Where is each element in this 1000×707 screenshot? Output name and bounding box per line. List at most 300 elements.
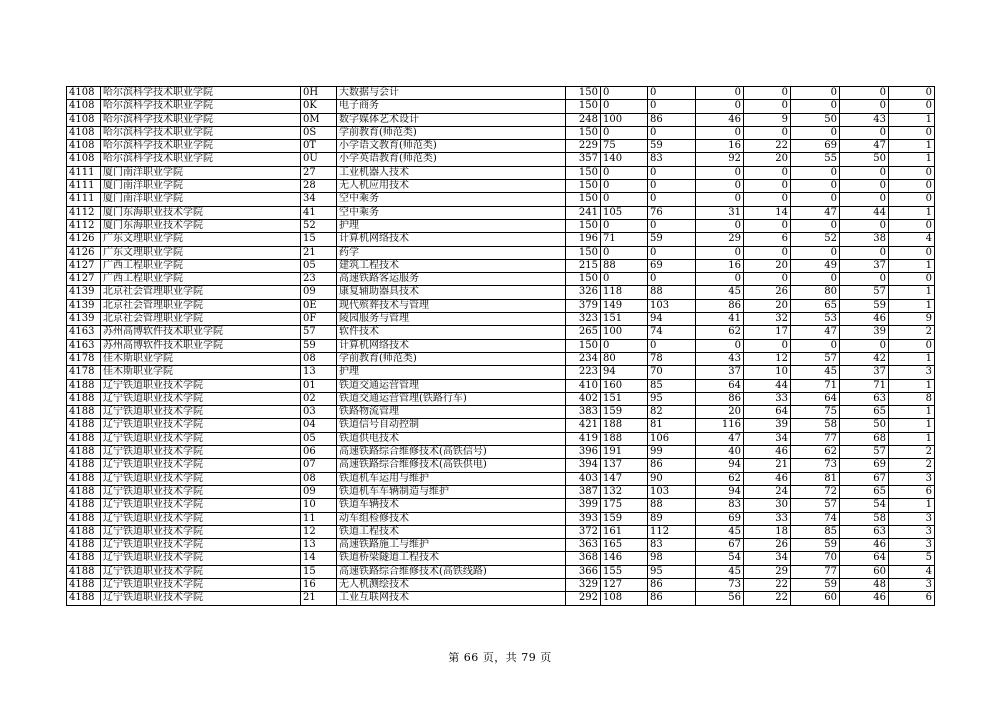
table-row xyxy=(67,379,935,392)
college-code-cell: 4108 xyxy=(67,100,101,113)
college-code-cell: 4188 xyxy=(67,565,101,578)
value-cell-4: 6 xyxy=(744,233,791,246)
value-cell-3: 94 xyxy=(696,485,744,498)
college-name-cell: 广东文理职业学院 xyxy=(101,233,301,246)
college-name-cell: 辽宁铁道职业技术学院 xyxy=(101,485,301,498)
plan-cell: 419 xyxy=(566,432,601,445)
college-code-cell: 4139 xyxy=(67,299,101,312)
value-cell-5: 0 xyxy=(791,273,840,286)
major-code-cell: 15 xyxy=(301,233,337,246)
value-cell-5: 0 xyxy=(791,193,840,206)
value-cell-7: 5 xyxy=(889,552,935,565)
value-cell-6: 65 xyxy=(840,485,889,498)
value-cell-6: 63 xyxy=(840,392,889,405)
value-cell-7: 1 xyxy=(889,419,935,432)
table-row xyxy=(67,246,935,259)
college-name-cell: 广东文理职业学院 xyxy=(101,246,301,259)
plan-cell: 387 xyxy=(566,485,601,498)
table-row xyxy=(67,313,935,326)
college-name-cell: 辽宁铁道职业技术学院 xyxy=(101,512,301,525)
value-cell-3: 0 xyxy=(696,166,744,179)
table-row xyxy=(67,326,935,339)
value-cell-1: 151 xyxy=(601,313,648,326)
college-name-cell: 哈尔滨科学技术职业学院 xyxy=(101,153,301,166)
value-cell-4: 30 xyxy=(744,499,791,512)
value-cell-3: 67 xyxy=(696,539,744,552)
college-code-cell: 4188 xyxy=(67,592,101,605)
major-name-cell: 高速铁路综合维修技术(高铁信号) xyxy=(337,446,566,459)
table-row xyxy=(67,273,935,286)
value-cell-6: 37 xyxy=(840,259,889,272)
college-code-cell: 4139 xyxy=(67,286,101,299)
major-name-cell: 康复辅助器具技术 xyxy=(337,286,566,299)
major-code-cell: 0M xyxy=(301,113,337,126)
value-cell-1: 155 xyxy=(601,565,648,578)
value-cell-2: 99 xyxy=(648,446,696,459)
major-code-cell: 0F xyxy=(301,313,337,326)
value-cell-2: 74 xyxy=(648,326,696,339)
value-cell-1: 147 xyxy=(601,472,648,485)
major-name-cell: 现代殡葬技术与管理 xyxy=(337,299,566,312)
value-cell-6: 68 xyxy=(840,432,889,445)
value-cell-3: 45 xyxy=(696,525,744,538)
plan-cell: 368 xyxy=(566,552,601,565)
college-name-cell: 哈尔滨科学技术职业学院 xyxy=(101,100,301,113)
major-name-cell: 护理 xyxy=(337,219,566,232)
value-cell-7: 0 xyxy=(889,180,935,193)
value-cell-7: 1 xyxy=(889,140,935,153)
college-code-cell: 4188 xyxy=(67,459,101,472)
value-cell-5: 85 xyxy=(791,525,840,538)
value-cell-6: 50 xyxy=(840,419,889,432)
value-cell-4: 14 xyxy=(744,206,791,219)
value-cell-5: 49 xyxy=(791,259,840,272)
college-code-cell: 4139 xyxy=(67,313,101,326)
major-name-cell: 高速铁路综合维修技术(高铁线路) xyxy=(337,565,566,578)
value-cell-4: 0 xyxy=(744,339,791,352)
value-cell-4: 0 xyxy=(744,166,791,179)
college-name-cell: 辽宁铁道职业技术学院 xyxy=(101,432,301,445)
value-cell-2: 83 xyxy=(648,539,696,552)
value-cell-4: 0 xyxy=(744,193,791,206)
value-cell-5: 77 xyxy=(791,565,840,578)
plan-cell: 248 xyxy=(566,113,601,126)
value-cell-7: 2 xyxy=(889,459,935,472)
value-cell-2: 112 xyxy=(648,525,696,538)
college-code-cell: 4188 xyxy=(67,552,101,565)
value-cell-3: 37 xyxy=(696,366,744,379)
value-cell-4: 26 xyxy=(744,286,791,299)
college-name-cell: 佳木斯职业学院 xyxy=(101,366,301,379)
value-cell-4: 0 xyxy=(744,126,791,139)
value-cell-6: 47 xyxy=(840,140,889,153)
major-name-cell: 铁路物流管理 xyxy=(337,406,566,419)
value-cell-5: 53 xyxy=(791,313,840,326)
value-cell-3: 47 xyxy=(696,432,744,445)
table-row xyxy=(67,485,935,498)
major-code-cell: 28 xyxy=(301,180,337,193)
value-cell-2: 78 xyxy=(648,352,696,365)
value-cell-2: 0 xyxy=(648,126,696,139)
value-cell-4: 9 xyxy=(744,113,791,126)
college-name-cell: 辽宁铁道职业技术学院 xyxy=(101,459,301,472)
plan-cell: 223 xyxy=(566,366,601,379)
major-code-cell: 0K xyxy=(301,100,337,113)
major-code-cell: 05 xyxy=(301,432,337,445)
plan-cell: 150 xyxy=(566,166,601,179)
table-row xyxy=(67,392,935,405)
value-cell-6: 37 xyxy=(840,366,889,379)
major-name-cell: 无人机应用技术 xyxy=(337,180,566,193)
value-cell-6: 57 xyxy=(840,286,889,299)
value-cell-2: 103 xyxy=(648,299,696,312)
value-cell-7: 0 xyxy=(889,339,935,352)
value-cell-7: 1 xyxy=(889,206,935,219)
value-cell-1: 0 xyxy=(601,180,648,193)
value-cell-5: 57 xyxy=(791,352,840,365)
major-name-cell: 陵园服务与管理 xyxy=(337,313,566,326)
plan-cell: 402 xyxy=(566,392,601,405)
college-code-cell: 4188 xyxy=(67,419,101,432)
value-cell-3: 41 xyxy=(696,313,744,326)
value-cell-1: 100 xyxy=(601,326,648,339)
college-code-cell: 4127 xyxy=(67,273,101,286)
plan-cell: 357 xyxy=(566,153,601,166)
value-cell-4: 10 xyxy=(744,366,791,379)
major-code-cell: 15 xyxy=(301,565,337,578)
value-cell-7: 6 xyxy=(889,592,935,605)
major-name-cell: 铁道机车车辆制造与维护 xyxy=(337,485,566,498)
value-cell-6: 0 xyxy=(840,219,889,232)
value-cell-3: 73 xyxy=(696,578,744,591)
college-code-cell: 4111 xyxy=(67,180,101,193)
value-cell-6: 0 xyxy=(840,193,889,206)
value-cell-2: 86 xyxy=(648,459,696,472)
value-cell-2: 0 xyxy=(648,273,696,286)
major-name-cell: 铁道机车运用与维护 xyxy=(337,472,566,485)
plan-cell: 323 xyxy=(566,313,601,326)
value-cell-6: 46 xyxy=(840,539,889,552)
value-cell-6: 59 xyxy=(840,299,889,312)
major-name-cell: 数字媒体艺术设计 xyxy=(337,113,566,126)
value-cell-1: 0 xyxy=(601,100,648,113)
value-cell-4: 39 xyxy=(744,419,791,432)
major-name-cell: 软件技术 xyxy=(337,326,566,339)
value-cell-5: 60 xyxy=(791,592,840,605)
plan-cell: 229 xyxy=(566,140,601,153)
college-name-cell: 广西工程职业学院 xyxy=(101,273,301,286)
table-row xyxy=(67,419,935,432)
college-name-cell: 哈尔滨科学技术职业学院 xyxy=(101,126,301,139)
plan-cell: 394 xyxy=(566,459,601,472)
value-cell-4: 64 xyxy=(744,406,791,419)
value-cell-1: 188 xyxy=(601,432,648,445)
value-cell-2: 0 xyxy=(648,219,696,232)
value-cell-7: 3 xyxy=(889,525,935,538)
value-cell-2: 81 xyxy=(648,419,696,432)
value-cell-7: 1 xyxy=(889,299,935,312)
value-cell-7: 0 xyxy=(889,246,935,259)
value-cell-6: 0 xyxy=(840,180,889,193)
value-cell-3: 0 xyxy=(696,273,744,286)
value-cell-4: 46 xyxy=(744,446,791,459)
value-cell-3: 83 xyxy=(696,499,744,512)
value-cell-5: 55 xyxy=(791,153,840,166)
major-name-cell: 计算机网络技术 xyxy=(337,233,566,246)
college-name-cell: 辽宁铁道职业技术学院 xyxy=(101,578,301,591)
value-cell-1: 0 xyxy=(601,87,648,100)
value-cell-7: 4 xyxy=(889,233,935,246)
major-name-cell: 铁道交通运营管理(铁路行车) xyxy=(337,392,566,405)
table-row xyxy=(67,259,935,272)
plan-cell: 399 xyxy=(566,499,601,512)
college-name-cell: 辽宁铁道职业技术学院 xyxy=(101,472,301,485)
value-cell-6: 60 xyxy=(840,565,889,578)
value-cell-4: 20 xyxy=(744,153,791,166)
value-cell-5: 0 xyxy=(791,166,840,179)
value-cell-2: 85 xyxy=(648,379,696,392)
college-code-cell: 4108 xyxy=(67,113,101,126)
page-footer: 第 66 页，共 79 页 xyxy=(448,651,552,664)
value-cell-6: 0 xyxy=(840,87,889,100)
college-code-cell: 4188 xyxy=(67,472,101,485)
major-code-cell: 09 xyxy=(301,286,337,299)
value-cell-2: 59 xyxy=(648,233,696,246)
table-row xyxy=(67,565,935,578)
plan-cell: 150 xyxy=(566,180,601,193)
major-code-cell: 0S xyxy=(301,126,337,139)
plan-cell: 150 xyxy=(566,87,601,100)
value-cell-3: 69 xyxy=(696,512,744,525)
value-cell-1: 149 xyxy=(601,299,648,312)
value-cell-2: 95 xyxy=(648,392,696,405)
college-code-cell: 4188 xyxy=(67,392,101,405)
major-code-cell: 04 xyxy=(301,419,337,432)
plan-cell: 421 xyxy=(566,419,601,432)
college-code-cell: 4188 xyxy=(67,525,101,538)
major-name-cell: 工业机器人技术 xyxy=(337,166,566,179)
value-cell-3: 64 xyxy=(696,379,744,392)
college-code-cell: 4188 xyxy=(67,485,101,498)
value-cell-1: 159 xyxy=(601,512,648,525)
college-name-cell: 辽宁铁道职业技术学院 xyxy=(101,592,301,605)
major-code-cell: 10 xyxy=(301,499,337,512)
value-cell-2: 95 xyxy=(648,565,696,578)
value-cell-1: 0 xyxy=(601,219,648,232)
major-code-cell: 09 xyxy=(301,485,337,498)
college-code-cell: 4188 xyxy=(67,578,101,591)
plan-cell: 329 xyxy=(566,578,601,591)
value-cell-2: 76 xyxy=(648,206,696,219)
value-cell-1: 88 xyxy=(601,259,648,272)
plan-cell: 363 xyxy=(566,539,601,552)
value-cell-7: 1 xyxy=(889,259,935,272)
value-cell-1: 105 xyxy=(601,206,648,219)
value-cell-4: 17 xyxy=(744,326,791,339)
value-cell-5: 59 xyxy=(791,539,840,552)
plan-cell: 150 xyxy=(566,126,601,139)
value-cell-2: 86 xyxy=(648,113,696,126)
value-cell-6: 54 xyxy=(840,499,889,512)
value-cell-5: 65 xyxy=(791,299,840,312)
value-cell-7: 3 xyxy=(889,578,935,591)
value-cell-1: 159 xyxy=(601,406,648,419)
value-cell-6: 0 xyxy=(840,273,889,286)
value-cell-7: 9 xyxy=(889,313,935,326)
value-cell-3: 0 xyxy=(696,100,744,113)
value-cell-7: 2 xyxy=(889,446,935,459)
table-row xyxy=(67,539,935,552)
major-code-cell: 59 xyxy=(301,339,337,352)
major-name-cell: 建筑工程技术 xyxy=(337,259,566,272)
value-cell-3: 0 xyxy=(696,219,744,232)
value-cell-7: 0 xyxy=(889,166,935,179)
value-cell-4: 22 xyxy=(744,592,791,605)
value-cell-3: 45 xyxy=(696,565,744,578)
plan-cell: 292 xyxy=(566,592,601,605)
college-code-cell: 4188 xyxy=(67,539,101,552)
value-cell-2: 0 xyxy=(648,100,696,113)
table-row xyxy=(67,153,935,166)
value-cell-3: 29 xyxy=(696,233,744,246)
table-row xyxy=(67,578,935,591)
plan-cell: 372 xyxy=(566,525,601,538)
plan-cell: 234 xyxy=(566,352,601,365)
plan-cell: 150 xyxy=(566,273,601,286)
value-cell-2: 0 xyxy=(648,193,696,206)
college-code-cell: 4108 xyxy=(67,87,101,100)
value-cell-1: 127 xyxy=(601,578,648,591)
college-code-cell: 4188 xyxy=(67,379,101,392)
table-row xyxy=(67,233,935,246)
plan-cell: 393 xyxy=(566,512,601,525)
major-code-cell: 41 xyxy=(301,206,337,219)
value-cell-1: 146 xyxy=(601,552,648,565)
value-cell-4: 22 xyxy=(744,578,791,591)
major-name-cell: 电子商务 xyxy=(337,100,566,113)
value-cell-5: 0 xyxy=(791,126,840,139)
value-cell-1: 75 xyxy=(601,140,648,153)
major-code-cell: 21 xyxy=(301,246,337,259)
value-cell-6: 43 xyxy=(840,113,889,126)
plan-cell: 241 xyxy=(566,206,601,219)
value-cell-6: 0 xyxy=(840,100,889,113)
college-name-cell: 厦门东海职业技术学院 xyxy=(101,206,301,219)
value-cell-5: 0 xyxy=(791,339,840,352)
plan-cell: 403 xyxy=(566,472,601,485)
major-name-cell: 铁道供电技术 xyxy=(337,432,566,445)
value-cell-3: 20 xyxy=(696,406,744,419)
plan-cell: 150 xyxy=(566,246,601,259)
value-cell-6: 0 xyxy=(840,246,889,259)
value-cell-1: 0 xyxy=(601,246,648,259)
major-name-cell: 药学 xyxy=(337,246,566,259)
value-cell-6: 63 xyxy=(840,525,889,538)
value-cell-4: 22 xyxy=(744,140,791,153)
value-cell-2: 0 xyxy=(648,339,696,352)
table-row xyxy=(67,126,935,139)
college-name-cell: 佳木斯职业学院 xyxy=(101,352,301,365)
college-name-cell: 辽宁铁道职业技术学院 xyxy=(101,499,301,512)
value-cell-1: 0 xyxy=(601,339,648,352)
plan-cell: 150 xyxy=(566,100,601,113)
value-cell-6: 65 xyxy=(840,406,889,419)
plan-cell: 215 xyxy=(566,259,601,272)
plan-cell: 410 xyxy=(566,379,601,392)
college-code-cell: 4108 xyxy=(67,140,101,153)
value-cell-3: 94 xyxy=(696,459,744,472)
value-cell-5: 47 xyxy=(791,326,840,339)
major-name-cell: 铁道信号自动控制 xyxy=(337,419,566,432)
major-code-cell: 34 xyxy=(301,193,337,206)
college-code-cell: 4108 xyxy=(67,153,101,166)
value-cell-4: 18 xyxy=(744,525,791,538)
value-cell-3: 0 xyxy=(696,339,744,352)
table-row xyxy=(67,100,935,113)
value-cell-3: 0 xyxy=(696,126,744,139)
major-code-cell: 13 xyxy=(301,366,337,379)
value-cell-1: 80 xyxy=(601,352,648,365)
value-cell-3: 56 xyxy=(696,592,744,605)
plan-cell: 383 xyxy=(566,406,601,419)
value-cell-2: 82 xyxy=(648,406,696,419)
major-code-cell: 13 xyxy=(301,539,337,552)
college-code-cell: 4112 xyxy=(67,219,101,232)
table-row xyxy=(67,472,935,485)
value-cell-1: 100 xyxy=(601,113,648,126)
value-cell-4: 33 xyxy=(744,512,791,525)
college-name-cell: 辽宁铁道职业技术学院 xyxy=(101,419,301,432)
value-cell-7: 1 xyxy=(889,432,935,445)
value-cell-5: 71 xyxy=(791,379,840,392)
value-cell-3: 0 xyxy=(696,246,744,259)
table-row xyxy=(67,552,935,565)
value-cell-2: 0 xyxy=(648,87,696,100)
college-name-cell: 苏州高博软件技术职业学院 xyxy=(101,326,301,339)
value-cell-4: 21 xyxy=(744,459,791,472)
value-cell-3: 92 xyxy=(696,153,744,166)
college-name-cell: 辽宁铁道职业技术学院 xyxy=(101,406,301,419)
major-code-cell: 52 xyxy=(301,219,337,232)
college-name-cell: 辽宁铁道职业技术学院 xyxy=(101,525,301,538)
value-cell-7: 1 xyxy=(889,153,935,166)
major-code-cell: 57 xyxy=(301,326,337,339)
value-cell-4: 44 xyxy=(744,379,791,392)
value-cell-2: 89 xyxy=(648,512,696,525)
value-cell-3: 0 xyxy=(696,193,744,206)
value-cell-2: 103 xyxy=(648,485,696,498)
value-cell-5: 0 xyxy=(791,180,840,193)
value-cell-5: 81 xyxy=(791,472,840,485)
college-name-cell: 辽宁铁道职业技术学院 xyxy=(101,392,301,405)
major-name-cell: 空中乘务 xyxy=(337,193,566,206)
value-cell-1: 175 xyxy=(601,499,648,512)
value-cell-4: 34 xyxy=(744,552,791,565)
major-code-cell: 01 xyxy=(301,379,337,392)
plan-cell: 396 xyxy=(566,446,601,459)
major-name-cell: 小学语文教育(师范类) xyxy=(337,140,566,153)
value-cell-3: 62 xyxy=(696,472,744,485)
value-cell-7: 0 xyxy=(889,219,935,232)
major-name-cell: 学前教育(师范类) xyxy=(337,126,566,139)
table-body xyxy=(67,87,935,606)
value-cell-6: 0 xyxy=(840,339,889,352)
value-cell-5: 57 xyxy=(791,499,840,512)
value-cell-7: 3 xyxy=(889,472,935,485)
value-cell-6: 44 xyxy=(840,206,889,219)
value-cell-4: 0 xyxy=(744,246,791,259)
major-name-cell: 学前教育(师范类) xyxy=(337,352,566,365)
